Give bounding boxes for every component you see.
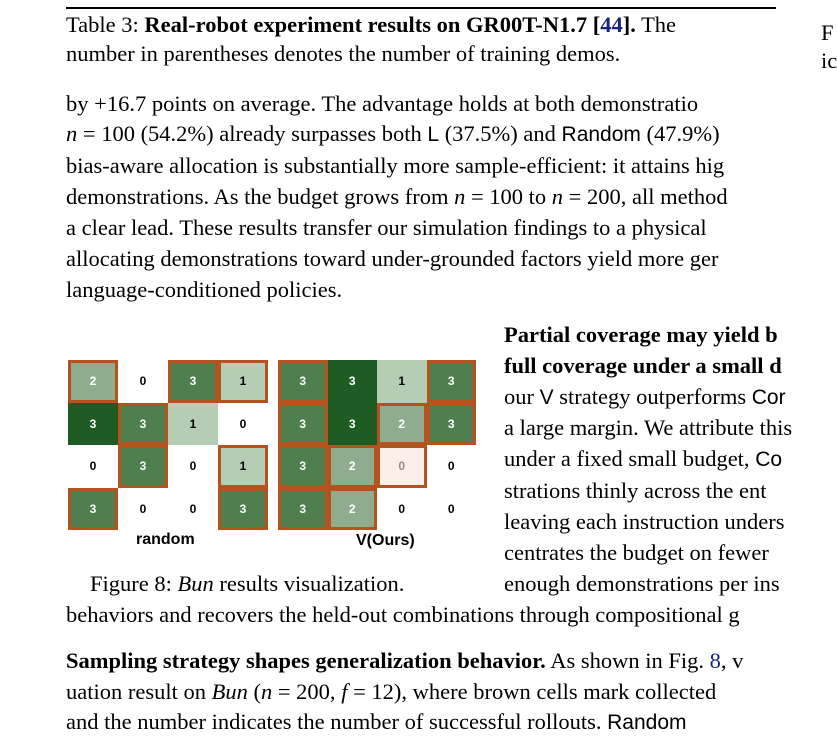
task-bun: Bun — [211, 679, 248, 704]
grid-cell: 0 — [168, 445, 218, 488]
grid-cell: 1 — [377, 360, 427, 403]
grid-cell: 3 — [168, 360, 218, 403]
grid-cell: 3 — [328, 360, 378, 403]
grid-cell: 2 — [377, 403, 427, 446]
bottom-line3 — [66, 676, 716, 707]
grid-cell: 3 — [427, 360, 477, 403]
grid-cell: 3 — [218, 488, 268, 531]
side-text: strategy outperforms — [553, 384, 752, 409]
bottom-line1: behaviors and recovers the held-out combinations through compositional g — [66, 602, 740, 627]
bottom-line4 — [66, 706, 687, 738]
para1-text: = 200, all method — [563, 184, 728, 209]
figure-ref-link[interactable]: 8 — [709, 648, 721, 673]
side-line4: a large margin. We attribute this — [504, 415, 793, 440]
para1-text: (47.9%) — [640, 121, 720, 146]
bottom-heading-line — [66, 645, 743, 676]
margin-text-1: F — [821, 20, 834, 45]
table-label: Table 3: — [66, 12, 139, 37]
para1-text: (37.5%) and — [439, 121, 562, 146]
grid-cell: 0 — [118, 360, 168, 403]
grid-cell: 3 — [118, 445, 168, 488]
grid-cell: 3 — [328, 403, 378, 446]
grid-cell: 0 — [427, 488, 477, 531]
strategy-cor: Cor — [751, 386, 786, 409]
grid-cell: 3 — [278, 488, 328, 531]
margin-text-2: ic — [821, 48, 837, 73]
side-heading-line1: Partial coverage may yield b — [504, 322, 778, 347]
grid-cell: 3 — [118, 403, 168, 446]
grid-cell: 0 — [218, 403, 268, 446]
bottom-text: = 200, — [272, 679, 342, 704]
grid-cell: 3 — [68, 488, 118, 531]
grid-cell: 1 — [168, 403, 218, 446]
para1-text: = 100 (54.2%) already surpasses both — [77, 121, 428, 146]
figure-label: Figure 8: — [90, 571, 178, 596]
grid-cell: 2 — [68, 360, 118, 403]
side-line7: leaving each instruction unders — [504, 509, 785, 534]
table-caption-line1 — [66, 9, 676, 40]
table-caption-rest: The — [641, 12, 677, 37]
side-text: under a fixed small budget, — [504, 446, 756, 471]
ours-grid-label: V(Ours) — [356, 532, 415, 549]
side-line8: centrates the budget on fewer — [504, 540, 769, 565]
bottom-text: As shown in Fig. — [545, 648, 710, 673]
para1-line3: bias-aware allocation is substantially more sample-efficient: it attains hig — [66, 153, 725, 178]
grid-cell: 3 — [278, 360, 328, 403]
bottom-text: = 12), where brown cells mark collected — [347, 679, 717, 704]
figure-caption — [90, 568, 404, 599]
strategy-random: Random — [607, 711, 687, 734]
para1-line4 — [66, 181, 728, 212]
math-n: n — [66, 121, 78, 146]
side-line9: enough demonstrations per ins — [504, 571, 780, 596]
para1-line6: allocating demonstrations toward under-grounded factors yield more ger — [66, 246, 719, 271]
grid-cell: 3 — [427, 403, 477, 446]
grid-cell: 0 — [68, 445, 118, 488]
grid-cell: 2 — [328, 488, 378, 531]
para1-line1: by +16.7 points on average. The advantage holds at both demonstratio — [66, 91, 699, 116]
strategy-co: Co — [755, 448, 783, 471]
figure-task-name: Bun — [177, 571, 214, 596]
grid-cell: 0 — [427, 445, 477, 488]
table-title: Real-robot experiment results on GR00T-N1.7 [ — [144, 12, 601, 37]
bottom-text: ( — [247, 679, 261, 704]
grid-cell: 2 — [328, 445, 378, 488]
grid-cell: 0 — [168, 488, 218, 531]
side-line5 — [504, 443, 782, 475]
strategy-L: L — [427, 123, 440, 146]
grid-cell: 3 — [278, 445, 328, 488]
side-line6: strations thinly across the ent — [504, 478, 767, 503]
grid-cell: 3 — [68, 403, 118, 446]
table-caption-line2: number in parentheses denotes the number of training demos. — [66, 41, 621, 66]
strategy-V: V — [539, 386, 554, 409]
bottom-text: uation result on — [66, 679, 212, 704]
side-heading-line2: full coverage under a small d — [504, 353, 782, 378]
math-f: f — [341, 679, 348, 704]
side-line3 — [504, 381, 786, 413]
para1-text: demonstrations. As the budget grows from — [66, 184, 455, 209]
para1-line5: a clear lead. These results transfer our simulation findings to a physical — [66, 215, 707, 240]
grid-cell: 0 — [118, 488, 168, 531]
random-grid-label: random — [136, 531, 195, 548]
math-n: n — [454, 184, 466, 209]
para1-line2 — [66, 118, 720, 150]
grid-cell: 0 — [377, 445, 427, 488]
table-title-end: ]. — [622, 12, 636, 37]
citation-link[interactable]: 44 — [600, 12, 623, 37]
math-n: n — [551, 184, 564, 209]
strategy-random: Random — [561, 123, 641, 146]
para1-line7: language-conditioned policies. — [66, 277, 343, 302]
math-n: n — [260, 679, 273, 704]
bottom-text: and the number indicates the number of successful rollouts. — [66, 709, 608, 734]
grid-cell: 3 — [278, 403, 328, 446]
figure-caption-rest: results visualization. — [213, 571, 405, 596]
side-text: our — [504, 384, 540, 409]
bottom-heading: Sampling strategy shapes generalization behavior. — [66, 648, 546, 673]
random-grid — [68, 360, 268, 530]
ours-grid — [278, 360, 476, 530]
grid-cell: 0 — [377, 488, 427, 531]
para1-text: = 100 to — [465, 184, 552, 209]
bottom-text: , v — [720, 648, 744, 673]
grid-cell: 1 — [218, 360, 268, 403]
grid-cell: 1 — [218, 445, 268, 488]
